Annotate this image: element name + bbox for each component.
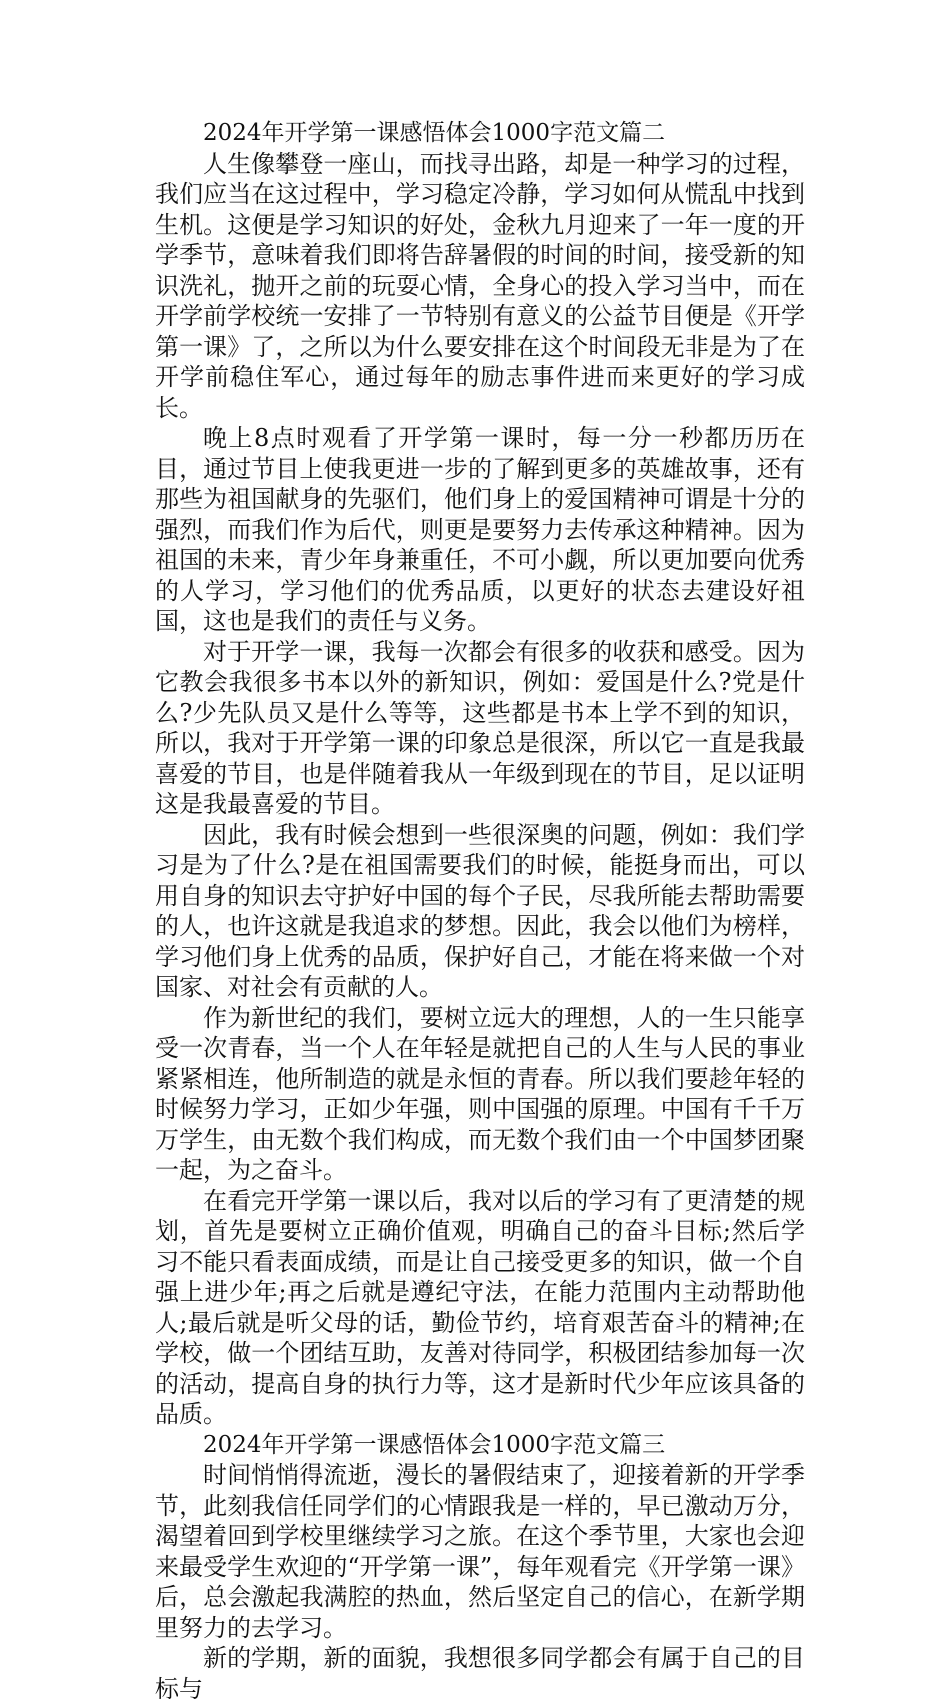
document-body xyxy=(155,118,805,1704)
paragraph: 新的学期，新的面貌，我想很多同学都会有属于自己的目标与 xyxy=(155,1644,805,1703)
section-heading-3: 2024年开学第一课感悟体会1000字范文篇三 xyxy=(203,1431,666,1458)
section-heading-2: 2024年开学第一课感悟体会1000字范文篇二 xyxy=(203,120,666,146)
paragraph: 人生像攀登一座山，而找寻出路，却是一种学习的过程，我们应当在这过程中，学习稳定冷静，学习如何从慌乱中找到生机。这便是学习知识的好处，金秋九月迎来了一年一度的开学季节，意味着我们即将告辞暑假的时间的时间，接受新的知识洗礼，抛开之前的玩耍心情，全身心的投入学习当中，而在开学前学校统一安排了一节特别有意义的公益节目便是《开学第一课》了，之所以为什么要安排在这个时间段无非是为了在开学前稳住军心，通过每年的励志事件进而来更好的学习成长。 xyxy=(155,149,805,422)
paragraph: 时间悄悄得流逝，漫长的暑假结束了，迎接着新的开学季节，此刻我信任同学们的心情跟我是一样的，早已激动万分，渴望着回到学校里继续学习之旅。在这个季节里，大家也会迎来最受学生欢迎的“开学第一课”，每年观看完《开学第一课》后，总会激起我满腔的热血，然后坚定自己的信心，在新学期里努力的去学习。 xyxy=(155,1461,805,1642)
paragraph: 作为新世纪的我们，要树立远大的理想，人的一生只能享受一次青春，当一个人在年轻是就把自己的人生与人民的事业紧紧相连，他所制造的就是永恒的青春。所以我们要趁年轻的时候努力学习，正如少年强，则中国强的原理。中国有千千万万学生，由无数个我们构成，而无数个我们由一个中国梦团聚一起，为之奋斗。 xyxy=(155,1003,805,1184)
paragraph: 对于开学一课，我每一次都会有很多的收获和感受。因为它教会我很多书本以外的新知识，例如：爱国是什么?党是什么?少先队员又是什么等等，这些都是书本上学不到的知识，所以，我对于开学第一课的印象总是很深，所以它一直是我最喜爱的节目，也是伴随着我从一年级到现在的节目，足以证明这是我最喜爱的节目。 xyxy=(155,637,805,818)
paragraph: 晚上8点时观看了开学第一课时，每一分一秒都历历在目，通过节目上使我更进一步的了解到更多的英雄故事，还有那些为祖国献身的先驱们，他们身上的爱国精神可谓是十分的强烈，而我们作为后代，则更是要努力去传承这种精神。因为祖国的未来，青少年身兼重任，不可小觑，所以更加要向优秀的人学习，学习他们的优秀品质，以更好的状态去建设好祖国，这也是我们的责任与义务。 xyxy=(155,424,805,635)
paragraph: 在看完开学第一课以后，我对以后的学习有了更清楚的规划，首先是要树立正确价值观，明确自己的奋斗目标;然后学习不能只看表面成绩，而是让自己接受更多的知识，做一个自强上进少年;再之后就是遵纪守法，在能力范围内主动帮助他人;最后就是听父母的话，勤俭节约，培育艰苦奋斗的精神;在学校，做一个团结互助，友善对待同学，积极团结参加每一次的活动，提高自身的执行力等，这才是新时代少年应该具备的品质。 xyxy=(155,1186,805,1428)
paragraph: 因此，我有时候会想到一些很深奥的问题，例如：我们学习是为了什么?是在祖国需要我们的时候，能挺身而出，可以用自身的知识去守护好中国的每个子民，尽我所能去帮助需要的人，也许这就是我追求的梦想。因此，我会以他们为榜样，学习他们身上优秀的品质，保护好自己，才能在将来做一个对国家、对社会有贡献的人。 xyxy=(155,820,805,1001)
